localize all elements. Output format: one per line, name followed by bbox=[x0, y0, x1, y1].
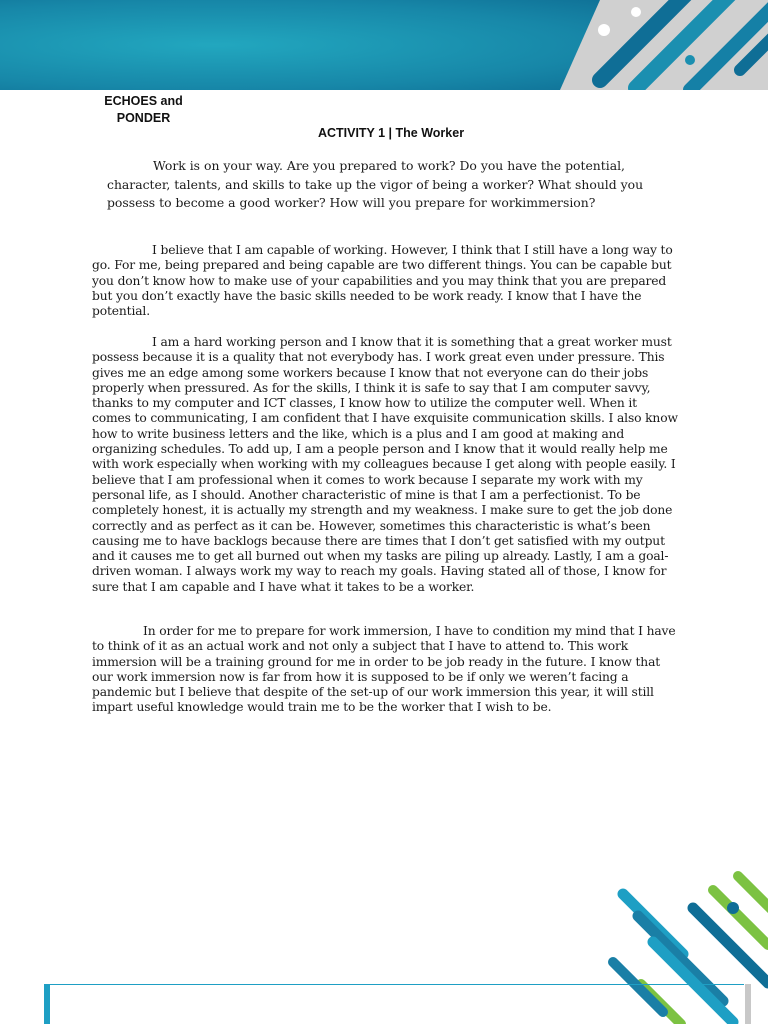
activity-prompt-text: Work is on your way. Are you prepared to work? Do you have the potential, character, talents, and skills to take up the vigor of being a worker? What should you possess to become a good worker? How will you prepare for workimmersion? bbox=[107, 158, 644, 210]
footer-rule bbox=[44, 984, 744, 985]
section-label: ECHOES and PONDER bbox=[104, 94, 183, 125]
answer-paragraph-1 bbox=[92, 243, 678, 319]
answer-paragraph-2-text: I am a hard working person and I know that it is something that a great worker must possess because it is a quality that not everybody has. I work great even under pressure. This gives me an edge among some workers because I know that not everyone can do their jobs properly when pressured. As for the skills, I think it is safe to say that I am computer savvy, thanks to my computer and ICT classes, I know how to utilize the computer well. When it comes to communicating, I am confident that I have exquisite communication skills. I also know how to write business letters and the like, which is a plus and I am good at making and organizing schedules. To add up, I am a people person and I know that it would really help me with work especially when working with my colleagues because I get along with people easily. I believe that I am professional when it comes to work because I separate my work with my personal life, as I should. Another characteristic of mine is that I am a perfectionist. To be completely honest, it is actually my strength and my weakness. I make sure to get the job done correctly and as perfect as it can be. However, sometimes this characteristic is what’s been causing me to have backlogs because there are times that I don’t get satisfied with my output and it causes me to get all burned out when my tasks are piling up already. Lastly, I am a goal-driven woman. I always work my way to reach my goals. Having stated all of those, I know for sure that I am capable and I have what it takes to be a worker. bbox=[92, 335, 678, 594]
footer-bar-right bbox=[745, 984, 751, 1024]
footer-bar-left bbox=[44, 984, 50, 1024]
corner-stripes-decoration bbox=[593, 864, 768, 1024]
answer-paragraph-3-text: In order for me to prepare for work immersion, I have to condition my mind that I have to think of it as an actual work and not only a subject that I have to attend to. This work immersion will be a training ground for me in order to be job ready in the future. I know that our work immersion now is far from how it is supposed to be if only we weren’t facing a pandemic but I believe that despite of the set-up of our work immersion this year, it will still impart useful knowledge would train me to be the worker that I wish to be. bbox=[92, 624, 676, 715]
activity-title bbox=[0, 126, 768, 140]
answer-paragraph-2 bbox=[92, 335, 678, 595]
activity-title-text: ACTIVITY 1 | The Worker bbox=[317, 126, 465, 140]
header-wave-decoration bbox=[0, 0, 768, 90]
activity-prompt bbox=[107, 157, 667, 213]
answer-paragraph-1-text: I believe that I am capable of working. However, I think that I still have a long way to go. For me, being prepared and being capable are two different things. You can be capable but you don’t know how to make use of your capabilities and you may think that you are prepared but you don’t exactly have the basic skills needed to be work ready. I know that I have the potential. bbox=[92, 243, 673, 319]
answer-paragraph-3 bbox=[92, 624, 678, 716]
